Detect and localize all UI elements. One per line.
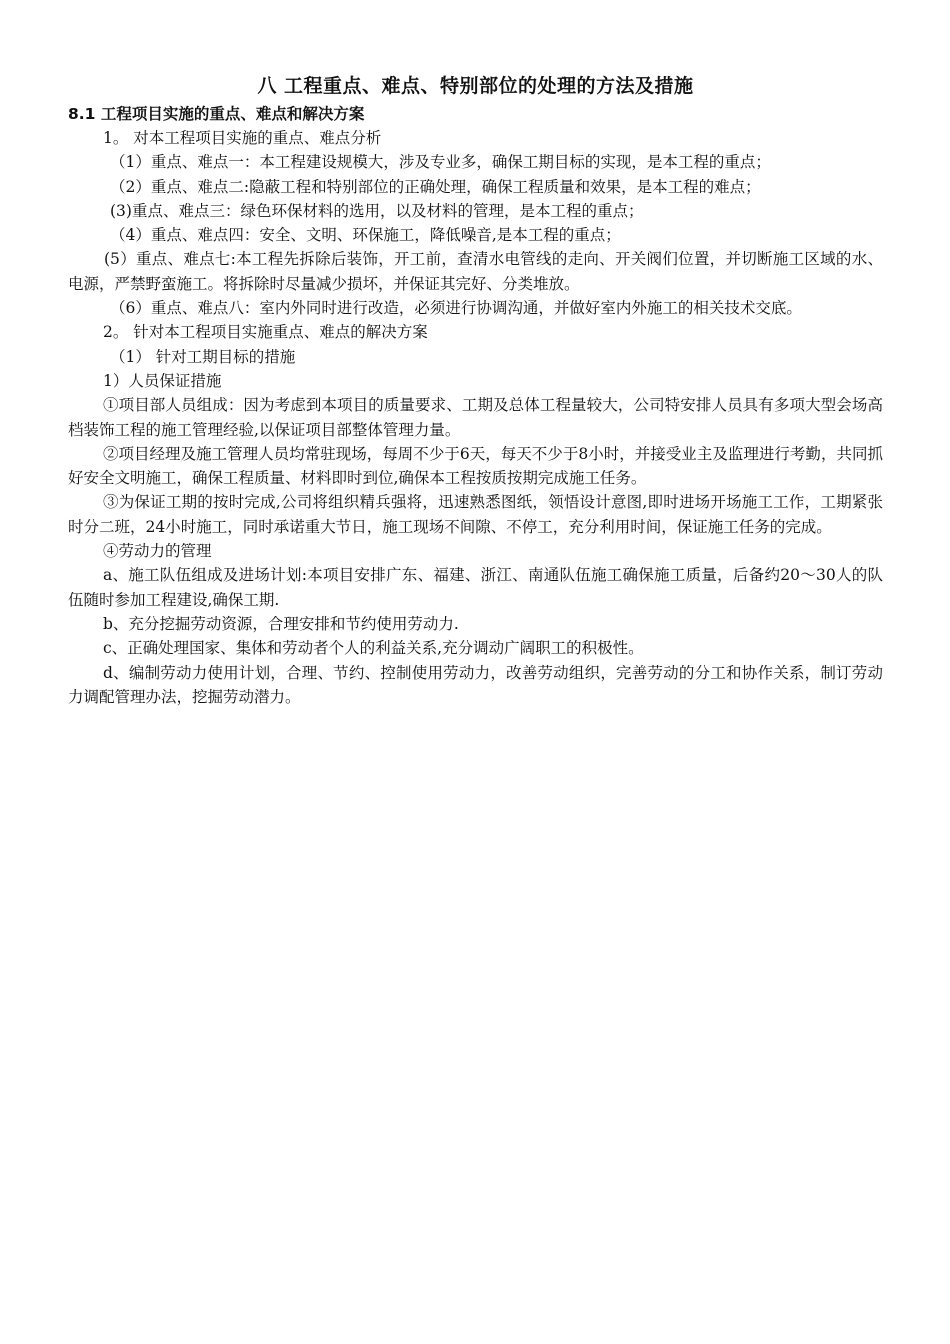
paragraph: 2。 针对本工程项目实施重点、难点的解决方案 <box>103 323 428 342</box>
document-page <box>68 72 883 709</box>
paragraph: ④劳动力的管理 <box>103 542 212 561</box>
paragraph: a、施工队伍组成及进场计划:本项目安排广东、福建、浙江、南通队伍施工确保施工质量，后备约20～30人的队伍随时参加工程建设,确保工期. <box>68 566 883 609</box>
paragraph: d、编制劳动力使用计划，合理、节约、控制使用劳动力，改善劳动组织，完善劳动的分工和协作关系，制订劳动力调配管理办法，挖掘劳动潜力。 <box>68 663 883 706</box>
paragraph: (3)重点、难点三：绿色环保材料的选用，以及材料的管理，是本工程的重点； <box>110 201 644 220</box>
paragraph: ②项目经理及施工管理人员均常驻现场，每周不少于6天，每天不少于8小时，并接受业主及监理进行考勤，共同抓好安全文明施工，确保工程质量、材料即时到位,确保本工程按质按期完成施工任务。 <box>68 444 883 488</box>
paragraph: c、正确处理国家、集体和劳动者个人的利益关系,充分调动广阔职工的积极性。 <box>103 639 644 658</box>
paragraph: （1） 针对工期目标的措施 <box>110 347 296 366</box>
section-heading: 8.1 工程项目实施的重点、难点和解决方案 <box>68 105 365 123</box>
paragraph: b、充分挖掘劳动资源，合理安排和节约使用劳动力. <box>103 614 459 633</box>
paragraph: （2）重点、难点二:隐蔽工程和特别部位的正确处理，确保工程质量和效果，是本工程的难点； <box>110 177 761 196</box>
paragraph: （1）重点、难点一：本工程建设规模大，涉及专业多，确保工期目标的实现，是本工程的重点； <box>110 153 771 172</box>
paragraph: （6）重点、难点八：室内外同时进行改造，必须进行协调沟通，并做好室内外施工的相关技术交底。 <box>110 299 802 318</box>
paragraph: 1。 对本工程项目实施的重点、难点分析 <box>103 129 382 147</box>
paragraph: 1）人员保证措施 <box>103 371 222 390</box>
paragraph: ①项目部人员组成：因为考虑到本项目的质量要求、工期及总体工程量较大，公司特安排人员具有多项大型会场高档装饰工程的施工管理经验,以保证项目部整体管理力量。 <box>68 396 883 439</box>
paragraph: (5）重点、难点七:本工程先拆除后装饰，开工前，查清水电管线的走向、开关阀们位置，并切断施工区域的水、电源，严禁野蛮施工。将拆除时尽量减少损坏，并保证其完好、分类堆放。 <box>68 250 883 293</box>
page-title: 八 工程重点、难点、特别部位的处理的方法及措施 <box>257 75 694 97</box>
paragraph: （4）重点、难点四：安全、文明、环保施工，降低噪音,是本工程的重点； <box>110 226 621 245</box>
paragraph: ③为保证工期的按时完成,公司将组织精兵强将，迅速熟悉图纸，领悟设计意图,即时进场开场施工工作，工期紧张时分二班，24小时施工，同时承诺重大节日，施工现场不间隙、不停工，充分利用时间，保证施工任务的完成。 <box>68 493 883 536</box>
